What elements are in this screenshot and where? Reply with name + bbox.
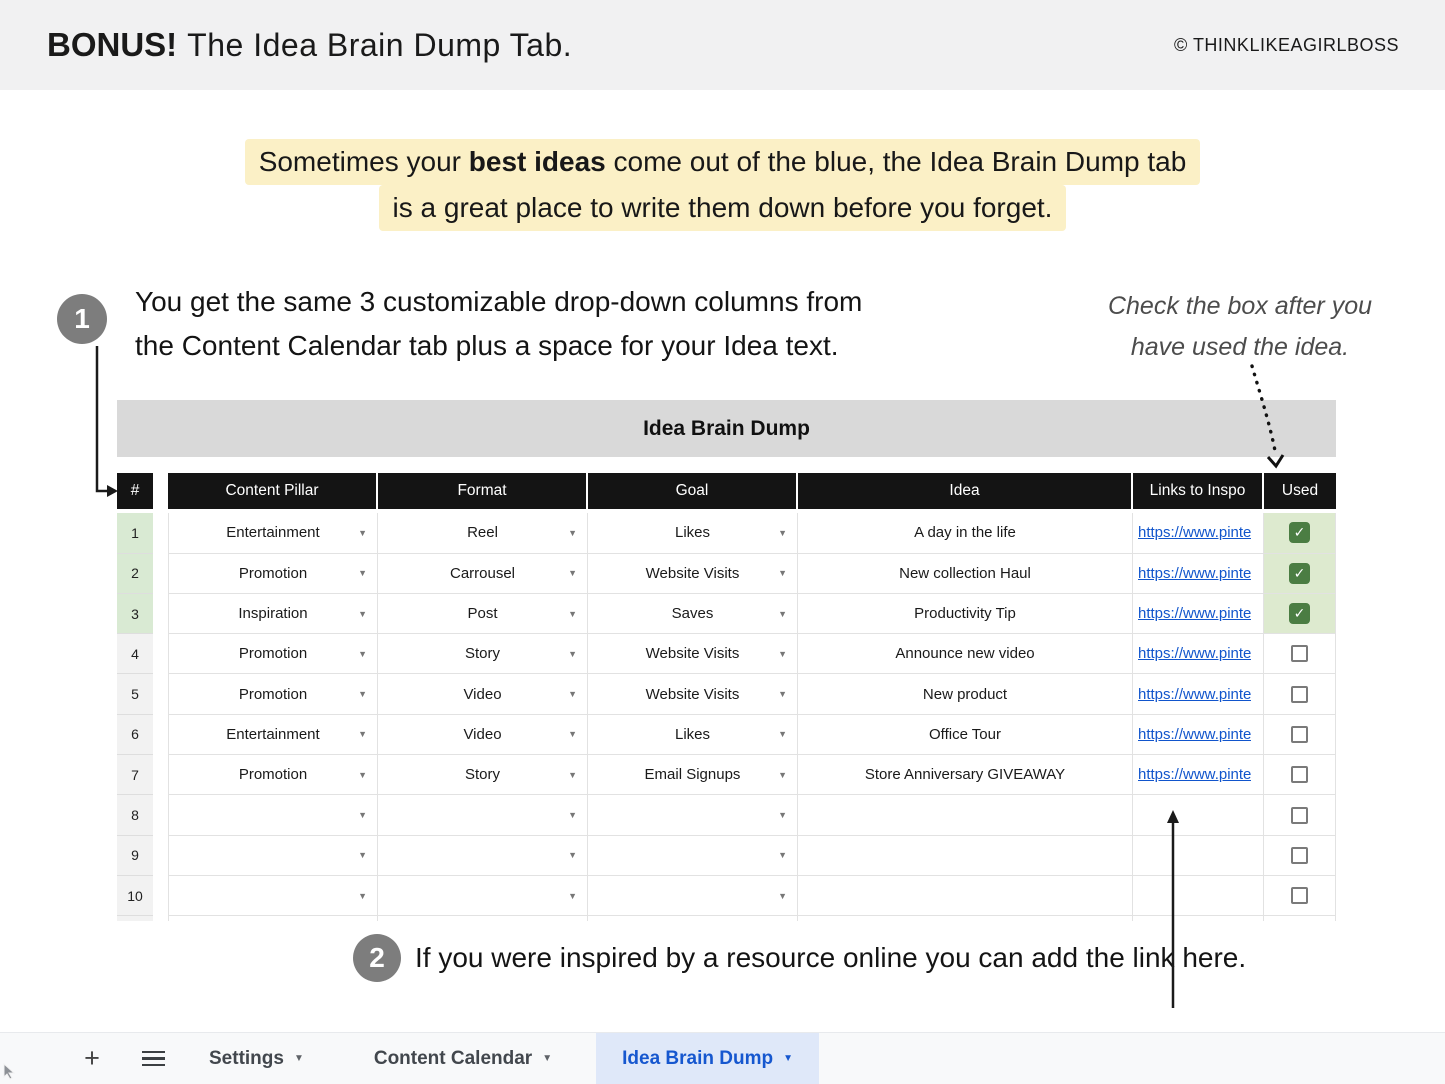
pillar-dropdown-cell[interactable] bbox=[168, 836, 378, 876]
callout-line-1: Sometimes your best ideas come out of the blue, the Idea Brain Dump tab bbox=[245, 139, 1201, 185]
pillar-dropdown-cell[interactable] bbox=[168, 876, 378, 916]
pillar-dropdown-cell[interactable] bbox=[168, 554, 378, 594]
link-cell[interactable] bbox=[1133, 513, 1264, 553]
goal-value: Website Visits bbox=[645, 564, 740, 582]
link-cell[interactable] bbox=[1133, 836, 1264, 876]
dropdown-caret-icon[interactable]: ▼ bbox=[568, 527, 577, 538]
used-checkbox-unchecked[interactable] bbox=[1291, 847, 1308, 864]
idea-cell[interactable]: Office Tour bbox=[798, 715, 1133, 755]
tab-caret-icon[interactable]: ▼ bbox=[783, 1053, 794, 1064]
callout-line-2: is a great place to write them down before you forget. bbox=[379, 185, 1067, 231]
idea-cell[interactable]: New collection Haul bbox=[798, 554, 1133, 594]
used-cell bbox=[1264, 554, 1336, 594]
used-cell bbox=[1264, 876, 1336, 916]
pillar-value: Promotion bbox=[238, 685, 308, 703]
dropdown-caret-icon[interactable]: ▼ bbox=[358, 568, 367, 579]
dropdown-caret-icon[interactable]: ▼ bbox=[778, 689, 787, 700]
pillar-dropdown-cell[interactable] bbox=[168, 594, 378, 634]
link-cell[interactable] bbox=[1133, 594, 1264, 634]
link-cell[interactable] bbox=[1133, 554, 1264, 594]
pillar-dropdown-cell[interactable] bbox=[168, 634, 378, 674]
column-header-format: Format bbox=[378, 473, 588, 509]
used-checkbox-checked[interactable]: ✓ bbox=[1289, 563, 1310, 584]
goal-dropdown-cell[interactable] bbox=[588, 715, 798, 755]
column-gap bbox=[153, 795, 168, 835]
format-value: Reel bbox=[467, 524, 498, 542]
row-number-cell[interactable] bbox=[117, 916, 153, 921]
column-gap bbox=[153, 513, 168, 553]
used-cell bbox=[1264, 795, 1336, 835]
pillar-dropdown-cell[interactable] bbox=[168, 715, 378, 755]
goal-value: Likes bbox=[674, 524, 711, 542]
inspo-link[interactable]: https://www.pinte bbox=[1138, 564, 1252, 582]
dropdown-caret-icon[interactable]: ▼ bbox=[778, 729, 787, 740]
bonus-label: BONUS! bbox=[47, 26, 178, 63]
table-title: Idea Brain Dump bbox=[643, 416, 810, 440]
pillar-dropdown-cell[interactable] bbox=[168, 795, 378, 835]
format-value: Video bbox=[463, 725, 502, 743]
goal-value: Saves bbox=[671, 605, 714, 623]
used-cell bbox=[1264, 916, 1336, 921]
arrow-to-row-header bbox=[97, 346, 108, 491]
column-header-links-to-inspo: Links to Inspo bbox=[1133, 473, 1264, 509]
idea-cell[interactable]: Announce new video bbox=[798, 634, 1133, 674]
used-cell bbox=[1264, 594, 1336, 634]
row-number-cell[interactable]: 7 bbox=[117, 755, 153, 795]
link-cell[interactable] bbox=[1133, 876, 1264, 916]
row-number-cell[interactable]: 8 bbox=[117, 795, 153, 835]
inspo-link[interactable]: https://www.pinte bbox=[1138, 605, 1252, 623]
column-gap bbox=[153, 473, 168, 513]
column-gap bbox=[153, 755, 168, 795]
dropdown-caret-icon[interactable]: ▼ bbox=[778, 568, 787, 579]
dropdown-caret-icon[interactable]: ▼ bbox=[358, 729, 367, 740]
idea-brain-dump-table bbox=[117, 400, 1336, 921]
format-value: Post bbox=[467, 605, 498, 623]
goal-dropdown-cell[interactable] bbox=[588, 674, 798, 714]
idea-cell[interactable] bbox=[798, 836, 1133, 876]
idea-cell[interactable] bbox=[798, 876, 1133, 916]
pillar-dropdown-cell[interactable] bbox=[168, 674, 378, 714]
dropdown-caret-icon[interactable]: ▼ bbox=[778, 527, 787, 538]
goal-value: Website Visits bbox=[645, 685, 740, 703]
idea-cell[interactable]: Productivity Tip bbox=[798, 594, 1133, 634]
used-checkbox-unchecked[interactable] bbox=[1291, 686, 1308, 703]
format-dropdown-cell[interactable] bbox=[378, 916, 588, 921]
intro-callout bbox=[0, 139, 1445, 231]
column-header-content-pillar: Content Pillar bbox=[168, 473, 378, 509]
dropdown-caret-icon[interactable]: ▼ bbox=[358, 890, 367, 901]
dropdown-caret-icon[interactable]: ▼ bbox=[568, 568, 577, 579]
goal-dropdown-cell[interactable] bbox=[588, 554, 798, 594]
copyright-text: © THINKLIKEAGIRLBOSS bbox=[1174, 34, 1399, 55]
used-cell bbox=[1264, 836, 1336, 876]
goal-dropdown-cell[interactable] bbox=[588, 594, 798, 634]
used-checkbox-unchecked[interactable] bbox=[1291, 887, 1308, 904]
column-header-used: Used bbox=[1264, 473, 1336, 509]
table-title-banner bbox=[117, 400, 1336, 457]
used-cell bbox=[1264, 634, 1336, 674]
pillar-dropdown-cell[interactable] bbox=[168, 755, 378, 795]
dropdown-caret-icon[interactable]: ▼ bbox=[568, 689, 577, 700]
sheet-tab-label: Content Calendar bbox=[373, 1047, 533, 1069]
annotation-2-number: 2 bbox=[369, 942, 385, 973]
used-checkbox-checked[interactable]: ✓ bbox=[1289, 603, 1310, 624]
top-header-bar bbox=[0, 0, 1445, 90]
format-dropdown-cell[interactable] bbox=[378, 554, 588, 594]
sheet-tab-idea-brain-dump[interactable] bbox=[596, 1033, 819, 1084]
link-cell[interactable] bbox=[1133, 795, 1264, 835]
dropdown-caret-icon[interactable]: ▼ bbox=[358, 810, 367, 821]
dropdown-caret-icon[interactable]: ▼ bbox=[778, 608, 787, 619]
annotation-1-number: 1 bbox=[74, 303, 90, 334]
idea-cell[interactable] bbox=[798, 916, 1133, 921]
link-cell[interactable] bbox=[1133, 715, 1264, 755]
column-gap bbox=[153, 554, 168, 594]
inspo-link[interactable]: https://www.pinte bbox=[1138, 725, 1252, 743]
sheet-tab-label: Settings bbox=[209, 1047, 284, 1069]
tab-caret-icon[interactable]: ▼ bbox=[293, 1053, 304, 1064]
dropdown-caret-icon[interactable]: ▼ bbox=[568, 810, 577, 821]
column-header-goal: Goal bbox=[588, 473, 798, 509]
annotation-2-text: If you were inspired by a resource online you can add the link here. bbox=[415, 942, 1247, 973]
row-number-cell[interactable]: 6 bbox=[117, 715, 153, 755]
annotation-1-badge bbox=[57, 294, 107, 344]
goal-dropdown-cell[interactable] bbox=[588, 836, 798, 876]
sheet-tab-label: Idea Brain Dump bbox=[622, 1047, 774, 1069]
pillar-value: Entertainment bbox=[226, 725, 320, 743]
dropdown-caret-icon[interactable]: ▼ bbox=[358, 527, 367, 538]
row-number-cell[interactable]: 3 bbox=[117, 594, 153, 634]
format-dropdown-cell[interactable] bbox=[378, 755, 588, 795]
format-value: Carrousel bbox=[449, 564, 516, 582]
row-number-cell[interactable]: 5 bbox=[117, 674, 153, 714]
page-title-text: The Idea Brain Dump Tab. bbox=[187, 27, 573, 63]
row-number-cell[interactable]: 1 bbox=[117, 513, 153, 553]
link-cell[interactable] bbox=[1133, 755, 1264, 795]
tab-caret-icon[interactable]: ▼ bbox=[542, 1053, 553, 1064]
pillar-value: Promotion bbox=[238, 766, 308, 784]
goal-dropdown-cell[interactable] bbox=[588, 876, 798, 916]
used-cell bbox=[1264, 755, 1336, 795]
row-number-cell[interactable]: 9 bbox=[117, 836, 153, 876]
row-number-cell[interactable]: 2 bbox=[117, 554, 153, 594]
format-dropdown-cell[interactable] bbox=[378, 634, 588, 674]
inspo-link[interactable]: https://www.pinte bbox=[1138, 645, 1252, 663]
format-value: Video bbox=[463, 685, 502, 703]
inspo-link[interactable]: https://www.pinte bbox=[1138, 685, 1252, 703]
idea-cell[interactable] bbox=[798, 795, 1133, 835]
goal-dropdown-cell[interactable] bbox=[588, 795, 798, 835]
table-grid bbox=[117, 473, 1336, 921]
used-checkbox-unchecked[interactable] bbox=[1291, 645, 1308, 662]
cursor-icon bbox=[2, 1063, 18, 1081]
goal-value: Likes bbox=[674, 725, 711, 743]
format-dropdown-cell[interactable] bbox=[378, 795, 588, 835]
used-cell bbox=[1264, 513, 1336, 553]
pillar-value: Promotion bbox=[238, 645, 308, 663]
pillar-dropdown-cell[interactable] bbox=[168, 916, 378, 921]
row-number-cell[interactable]: 4 bbox=[117, 634, 153, 674]
pillar-value: Entertainment bbox=[226, 524, 320, 542]
link-cell[interactable] bbox=[1133, 634, 1264, 674]
dropdown-caret-icon[interactable]: ▼ bbox=[358, 850, 367, 861]
dropdown-caret-icon[interactable]: ▼ bbox=[778, 648, 787, 659]
dropdown-caret-icon[interactable]: ▼ bbox=[568, 648, 577, 659]
goal-dropdown-cell[interactable] bbox=[588, 755, 798, 795]
inspo-link[interactable]: https://www.pinte bbox=[1138, 524, 1252, 542]
goal-dropdown-cell[interactable] bbox=[588, 513, 798, 553]
format-dropdown-cell[interactable] bbox=[378, 836, 588, 876]
format-dropdown-cell[interactable] bbox=[378, 594, 588, 634]
used-checkbox-unchecked[interactable] bbox=[1291, 766, 1308, 783]
format-value: Story bbox=[464, 766, 500, 784]
all-sheets-menu-icon[interactable] bbox=[142, 1046, 165, 1070]
format-dropdown-cell[interactable] bbox=[378, 876, 588, 916]
format-dropdown-cell[interactable] bbox=[378, 674, 588, 714]
dropdown-caret-icon[interactable]: ▼ bbox=[778, 890, 787, 901]
inspo-link[interactable]: https://www.pinte bbox=[1138, 766, 1252, 784]
format-dropdown-cell[interactable] bbox=[378, 715, 588, 755]
dropdown-caret-icon[interactable]: ▼ bbox=[358, 648, 367, 659]
dropdown-caret-icon[interactable]: ▼ bbox=[568, 890, 577, 901]
annotation-2-badge bbox=[353, 934, 401, 982]
idea-cell[interactable]: A day in the life bbox=[798, 513, 1133, 553]
link-cell[interactable] bbox=[1133, 916, 1264, 921]
used-cell bbox=[1264, 674, 1336, 714]
column-gap bbox=[153, 674, 168, 714]
dropdown-caret-icon[interactable]: ▼ bbox=[778, 769, 787, 780]
pillar-value: Inspiration bbox=[238, 605, 308, 623]
dropdown-caret-icon[interactable]: ▼ bbox=[568, 850, 577, 861]
sheet-tab-settings[interactable] bbox=[183, 1033, 330, 1084]
format-dropdown-cell[interactable] bbox=[378, 513, 588, 553]
dropdown-caret-icon[interactable]: ▼ bbox=[778, 810, 787, 821]
column-gap bbox=[153, 876, 168, 916]
link-cell[interactable] bbox=[1133, 674, 1264, 714]
dropdown-caret-icon[interactable]: ▼ bbox=[358, 689, 367, 700]
used-checkbox-unchecked[interactable] bbox=[1291, 726, 1308, 743]
dropdown-caret-icon[interactable]: ▼ bbox=[568, 769, 577, 780]
used-checkbox-unchecked[interactable] bbox=[1291, 807, 1308, 824]
annotation-1-text: You get the same 3 customizable drop-down columns from the Content Calendar tab plus a space for your Idea text. bbox=[135, 286, 863, 361]
row-number-cell[interactable]: 10 bbox=[117, 876, 153, 916]
sheet-tab-content-calendar[interactable] bbox=[348, 1033, 578, 1084]
pillar-value: Promotion bbox=[238, 564, 308, 582]
page-title bbox=[47, 26, 572, 64]
check-box-note: Check the box after you have used the idea. bbox=[1107, 292, 1373, 361]
sheet-tab-bar bbox=[0, 1032, 1445, 1084]
dropdown-caret-icon[interactable]: ▼ bbox=[358, 608, 367, 619]
used-checkbox-checked[interactable]: ✓ bbox=[1289, 522, 1310, 543]
dropdown-caret-icon[interactable]: ▼ bbox=[358, 769, 367, 780]
goal-dropdown-cell[interactable] bbox=[588, 634, 798, 674]
column-gap bbox=[153, 634, 168, 674]
row-number-header: # bbox=[117, 473, 153, 509]
goal-value: Email Signups bbox=[644, 766, 741, 784]
format-value: Story bbox=[464, 645, 500, 663]
column-gap bbox=[153, 836, 168, 876]
idea-cell[interactable]: Store Anniversary GIVEAWAY bbox=[798, 755, 1133, 795]
dropdown-caret-icon[interactable]: ▼ bbox=[568, 608, 577, 619]
column-header-idea: Idea bbox=[798, 473, 1133, 509]
idea-cell[interactable]: New product bbox=[798, 674, 1133, 714]
used-cell bbox=[1264, 715, 1336, 755]
dropdown-caret-icon[interactable]: ▼ bbox=[778, 850, 787, 861]
column-gap bbox=[153, 916, 168, 921]
goal-dropdown-cell[interactable] bbox=[588, 916, 798, 921]
pillar-dropdown-cell[interactable] bbox=[168, 513, 378, 553]
dropdown-caret-icon[interactable]: ▼ bbox=[568, 729, 577, 740]
goal-value: Website Visits bbox=[645, 645, 740, 663]
column-gap bbox=[153, 594, 168, 634]
add-sheet-button[interactable]: + bbox=[84, 1043, 100, 1073]
column-gap bbox=[153, 715, 168, 755]
